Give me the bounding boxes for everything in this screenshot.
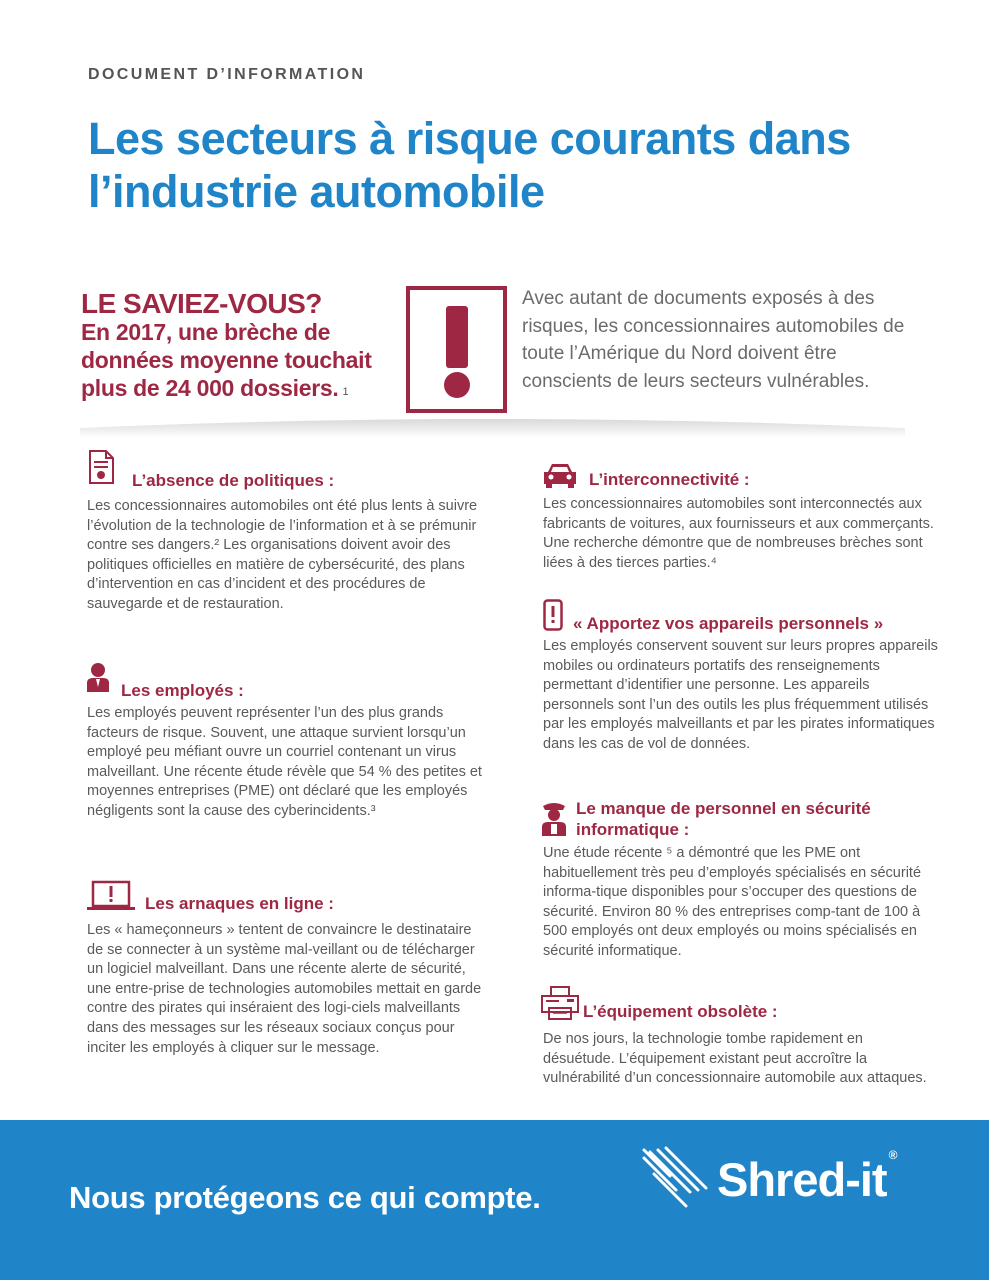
section-policies <box>87 470 487 615</box>
byod-body: Les employés conservent souvent sur leurs propres appareils mobiles ou ordinateurs portatifs des renseignements permettant d’identifier une personne. Les appareils personnels sont l’un des outils les plus fréquemment utilisés par les employés malveillants et par les pirates informatiques dans les cas de vol de données. <box>543 638 938 752</box>
section-divider <box>80 416 905 438</box>
document-eyebrow: DOCUMENT D’INFORMATION <box>88 66 366 83</box>
section-obsolete-equipment <box>543 1001 938 1089</box>
shred-it-logo-wordmark <box>717 1148 897 1207</box>
byod-heading: « Apportez vos appareils personnels » <box>573 614 884 633</box>
online-scams-body: Les « hameçonneurs » tentent de convaincre le destinataire de se connecter à un système mal-veillant ou de télécharger un logiciel malveillant. Dans une récente alerte de sécurité, une entre-prise de technologies automobiles mettait en garde contre des pirates qui inséraient des logi-ciels malveillants dans des messages sur les réseaux sociaux conçus pour inciter les employés à cliquer sur le message. <box>87 922 482 1056</box>
policies-body: Les concessionnaires automobiles ont été plus lents à suivre l’évolution de la technologie de l’information et à se prémunir contre ses dangers.² Les organisations doivent avoir des politiques officielles en matière de cybersécurité, des plans d’intervention en cas d’incident et des procédures de sauvegarde et de restauration. <box>87 498 478 612</box>
section-employees <box>87 680 487 822</box>
did-you-know-text: En 2017, une brèche de données moyenne touchait plus de 24 000 dossiers. <box>81 319 372 401</box>
obsolete-equipment-heading: L’équipement obsolète : <box>583 1002 778 1021</box>
shred-it-logo-icon <box>640 1146 710 1208</box>
did-you-know-statistic <box>81 318 411 402</box>
registered-mark: ® <box>888 1148 897 1163</box>
footnote-marker: 1 <box>342 386 349 398</box>
intro-paragraph: Avec autant de documents exposés à des risques, les concessionnaires automobiles de toute l’Amérique du Nord doivent être conscients de leurs secteurs vulnérables. <box>522 288 905 392</box>
section-interconnectivity <box>543 469 938 573</box>
it-staffing-heading: Le manque de personnel en sécurité informatique : <box>576 799 871 839</box>
online-scams-heading: Les arnaques en ligne : <box>145 894 334 913</box>
interconnectivity-body: Les concessionnaires automobiles sont interconnectés aux fabricants de voitures, aux fournisseurs et aux commerçants. Une recherche démontre que de nombreuses brèches sont liées à des tierces parties.⁴ <box>543 496 934 571</box>
it-staffing-body: Une étude récente ⁵ a démontré que les PME ont habituellement très peu d’employés spécialisés en sécurité informa-tique disponibles pour s’occuper des questions de sécurité. Environ 80 % des entreprises comp-tant de 100 à 500 employés ont deux employés ou moins spécialisés en sécurité informatique. <box>543 845 922 959</box>
policies-heading: L’absence de politiques : <box>132 471 335 490</box>
interconnectivity-heading: L’interconnectivité : <box>589 470 750 489</box>
employees-heading: Les employés : <box>121 681 244 700</box>
obsolete-equipment-body: De nos jours, la technologie tombe rapidement en désuétude. L’équipement existant peut accroître la vulnérabilité d’un concessionnaire automobile aux attaques. <box>543 1031 927 1087</box>
did-you-know-heading: LE SAVIEZ-VOUS? <box>81 288 322 319</box>
section-byod <box>543 613 938 755</box>
footer-tagline: Nous protégeons ce qui compte. <box>69 1180 541 1215</box>
section-online-scams <box>87 893 487 1058</box>
employees-body: Les employés peuvent représenter l’un des plus grands facteurs de risque. Souvent, une attaque survient lorsqu’un employé peu méfiant ouvre un courriel contenant un virus malveillant. Une récente étude révèle que 54 % des petites et moyennes entreprises (PME) ont déclaré que les employés négligents sont la cause des cyberincidents.³ <box>87 705 482 819</box>
exclamation-icon <box>406 286 507 413</box>
section-it-staffing <box>543 798 938 962</box>
logo-text: Shred-it <box>717 1153 887 1206</box>
page-title: Les secteurs à risque courants dans l’industrie automobile <box>88 113 851 217</box>
